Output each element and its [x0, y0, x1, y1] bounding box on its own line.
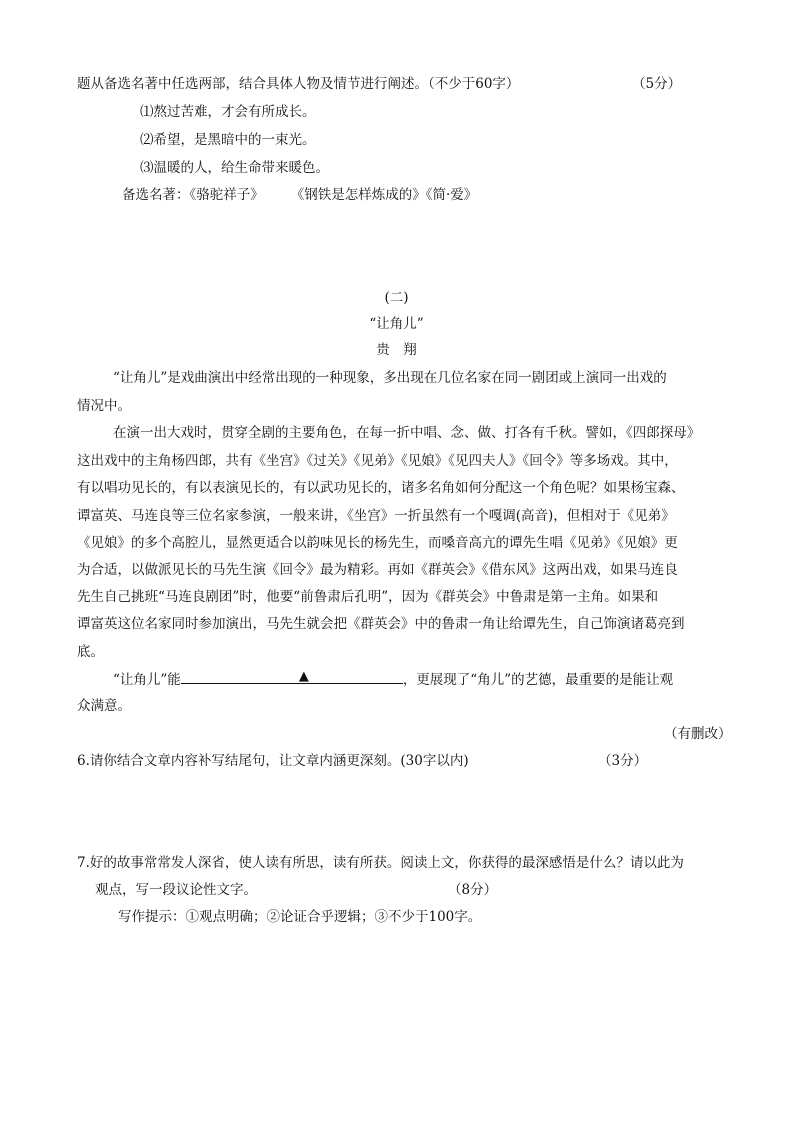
q5-book-list: 备选名著：《骆驼祥子》 《钢铁是怎样炼成的》《简·爱》: [122, 187, 478, 203]
answer-blank[interactable]: [181, 669, 403, 684]
paragraph-2-line-4: 谭富英、马连良等三位名家参演，一般来讲，《坐宫》一折虽然有一个嘎调(高音)，但相对于《见弟》: [77, 508, 675, 524]
paragraph-3-tail-text: ，更展现了“角儿”的艺德，最重要的是能让观: [402, 672, 674, 688]
q7-writing-hint: 写作提示：①观点明确；②论证合乎逻辑；③不少于100字。: [118, 909, 482, 925]
q5-prompt-line: 题从备选名著中任选两部，结合具体人物及情节进行阐述。（不少于60字）: [77, 76, 520, 92]
q6-prompt: 6.请你结合文章内容补写结尾句，让文章内涵更深刻。(30字以内): [77, 753, 469, 769]
paragraph-3-lead-text: “让角儿”能: [113, 672, 181, 688]
passage-author: 贵 翔: [376, 342, 417, 358]
q7-prompt-line-1: 7.好的故事常常发人深省，使人读有所思，读有所获。阅读上文，你获得的最深感悟是什么？请以此为: [77, 855, 684, 871]
q7-prompt-line-2: 观点，写一段议论性文字。: [95, 882, 257, 898]
paragraph-2-line-9: 底。: [77, 644, 104, 660]
paragraph-2-line-8: 谭富英这位名家同时参加演出，马先生就会把《群英会》中的鲁肃一角让给谭先生，自己饰演诸葛亮到: [77, 616, 685, 632]
passage-title: “让角儿”: [369, 316, 424, 332]
triangle-marker-icon: ▲: [298, 669, 309, 684]
q7-score: （8分）: [448, 882, 498, 898]
edited-note: （有删改）: [664, 726, 732, 742]
paragraph-1-line-1: “让角儿”是戏曲演出中经常出现的一种现象，多出现在几位名家在同一剧团或上演同一出戏的: [113, 370, 667, 386]
paragraph-2-line-5: 《见娘》的多个高腔儿，显然更适合以韵味见长的杨先生，而嗓音高亢的谭先生唱《见弟》《见娘》更: [77, 535, 678, 551]
paragraph-2-line-3: 有以唱功见长的，有以表演见长的，有以武功见长的，诸多名角如何分配这一个角色呢？如果杨宝森、: [77, 480, 685, 496]
paragraph-2-line-1: 在演一出大戏时，贯穿全剧的主要角色，在每一折中唱、念、做、打各有千秋。譬如，《四郎探母》: [113, 425, 701, 441]
paragraph-3-line-1: [113, 669, 673, 690]
paragraph-2-line-6: 为合适，以做派见长的马先生演《回令》最为精彩。再如《群英会》《借东风》这两出戏，如果马连良: [77, 562, 678, 578]
q6-score: （3分）: [598, 753, 648, 769]
q5-score: （5分）: [632, 76, 682, 92]
section-number: (二): [384, 290, 409, 306]
q5-option-1: ⑴熬过苦难，才会有所成长。: [140, 104, 316, 120]
paragraph-3-line-2: 众满意。: [77, 698, 131, 714]
paragraph-2-line-7: 先生自己挑班“马连良剧团”时，他要“前鲁肃后孔明”，因为《群英会》中鲁肃是第一主角。如果和: [77, 589, 659, 605]
paragraph-2-line-2: 这出戏中的主角杨四郎，共有《坐宫》《过关》《见弟》《见娘》《见四夫人》《回令》等多场戏。其中，: [77, 453, 678, 469]
q5-option-3: ⑶温暖的人，给生命带来暖色。: [140, 160, 329, 176]
paragraph-1-line-2: 情况中。: [77, 398, 131, 414]
q5-option-2: ⑵希望，是黑暗中的一束光。: [140, 132, 316, 148]
